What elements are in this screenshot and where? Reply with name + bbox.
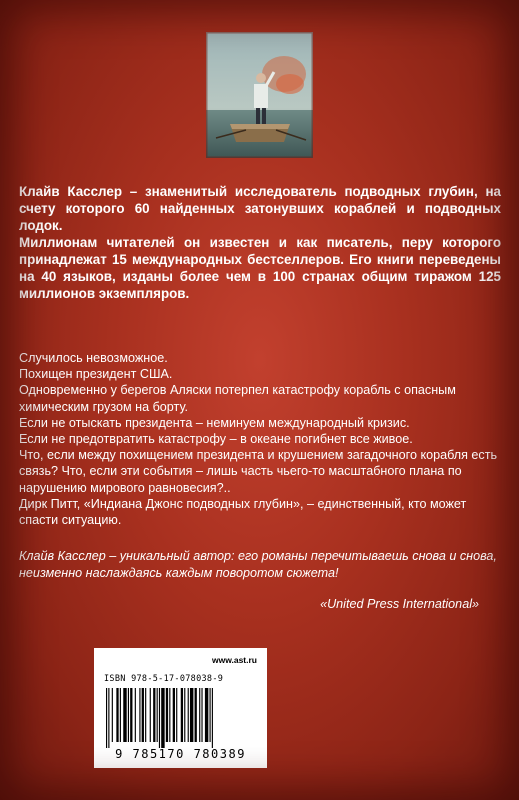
plot-summary xyxy=(19,350,501,528)
barcode-bar xyxy=(106,688,107,748)
barcode-bar xyxy=(153,688,155,742)
barcode-bar xyxy=(116,688,118,742)
plot-line: Одновременно у берегов Аляски потерпел катастрофу корабль с опасным химическим грузом на борту. xyxy=(19,383,456,414)
barcode-bar xyxy=(120,688,121,742)
cover-illustration xyxy=(206,32,313,158)
barcode-bar xyxy=(176,688,177,742)
barcode-bar xyxy=(166,688,168,742)
barcode-bar xyxy=(190,688,193,742)
isbn-label: ISBN 978-5-17-078038-9 xyxy=(104,674,224,684)
barcode-image xyxy=(104,688,258,748)
barcode-bar xyxy=(135,688,136,742)
plot-line: Если не отыскать президента – неминуем международный кризис. xyxy=(19,415,410,430)
barcode-bar xyxy=(157,688,158,742)
plot-line: Если не предотвратить катастрофу – в океане погибнет все живое. xyxy=(19,432,413,447)
barcode-bar xyxy=(210,688,211,742)
barcode-bar xyxy=(142,688,144,742)
barcode-panel xyxy=(94,648,267,768)
man-in-boat-image xyxy=(206,32,313,158)
plot-line: Что, если между похищением президента и крушением загадочного корабля есть связь? Что, если эти события – лишь часть чьего-то масштабного плана по нарушению мирового равновесия?.. xyxy=(19,448,498,495)
barcode-bar xyxy=(181,688,183,742)
barcode-bar xyxy=(195,688,197,742)
intro-paragraph: Миллионам читателей он известен и как писатель, перу которого принадлежат 15 международных бестселлеров. Его книги переведены на 40 языков, изданы более чем в 100 странах общим тиражом 125 миллионов экземпляров. xyxy=(19,235,501,301)
barcode-bar xyxy=(130,688,132,742)
plot-line: Похищен президент США. xyxy=(19,367,173,382)
barcode-bar xyxy=(108,688,109,748)
intro-paragraph: Клайв Касслер – знаменитый исследователь подводных глубин, на счету которого 60 найденных затонувших кораблей и подводных лодок. xyxy=(19,184,501,233)
barcode-digits: 9 785170 780389 xyxy=(115,747,246,761)
publisher-site: www.ast.ru xyxy=(211,655,257,665)
plot-line: Дирк Питт, «Индиана Джонс подводных глубин», – единственный, кто может спасти ситуацию. xyxy=(19,496,467,528)
plot-line: Случилось невозможное. xyxy=(19,351,168,365)
barcode-bar xyxy=(199,688,200,742)
barcode-bar xyxy=(173,688,175,742)
author-intro xyxy=(19,183,501,302)
barcode-bar xyxy=(150,688,151,742)
barcode-bar xyxy=(205,688,208,742)
barcode-bar xyxy=(188,688,189,742)
barcode-bar xyxy=(212,688,213,748)
barcode-bar xyxy=(123,688,126,742)
barcode-bar xyxy=(159,688,160,748)
barcode-bar xyxy=(128,688,129,742)
barcode-bar xyxy=(161,688,164,748)
barcode-bar xyxy=(169,688,170,742)
barcode-bar xyxy=(112,688,113,742)
barcode-bar xyxy=(201,688,202,742)
review-source: «United Press International» xyxy=(320,597,479,611)
barcode-bars xyxy=(104,688,258,748)
barcode-bar xyxy=(145,688,146,742)
barcode-bar xyxy=(139,688,140,742)
review-text: Клайв Касслер – уникальный автор: его романы перечитываешь снова и снова, неизменно наслаждаясь каждым поворотом сюжета! xyxy=(19,549,497,580)
barcode-bar xyxy=(184,688,185,742)
review-quote xyxy=(19,548,501,581)
